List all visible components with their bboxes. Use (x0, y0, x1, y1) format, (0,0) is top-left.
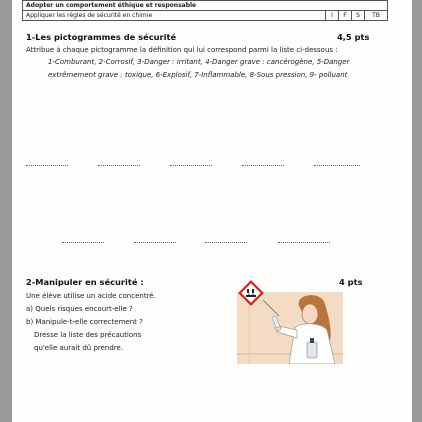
section1-title: 1-Les pictogrammes de sécurité (26, 32, 177, 42)
section2-line1: Une élève utilise un acide concentré. (26, 292, 156, 300)
rubric-row (23, 11, 388, 21)
answer-line[interactable] (242, 165, 284, 166)
answer-line[interactable] (205, 242, 247, 243)
section1-list-line2: extrêmement grave : toxique, 6-Explosif, 7-Inflammable, 8-Sous pression, 9- polluant (48, 71, 348, 79)
rubric-row (23, 1, 388, 11)
section2-title: 2-Manipuler en sécurité : (26, 277, 144, 287)
section1-list-line1: 1-Comburant, 2-Corrosif, 3-Danger : irritant, 4-Danger grave : cancérogène, 5-Danger (48, 58, 350, 66)
answer-line[interactable] (170, 165, 212, 166)
section1-instruction: Attribue à chaque pictogramme la définition qui lui correspond parmi la liste ci-dessous : (26, 46, 338, 54)
rubric-level-tb[interactable]: TB (365, 11, 388, 21)
section2-line5: qu'elle aurait dû prendre. (34, 344, 124, 352)
section2-line3: b) Manipule-t-elle correctement ? (26, 318, 143, 326)
section2-points: 4 pts (339, 277, 363, 287)
rubric-row-safety: Appliquer les règles de sécurité en chimie (23, 11, 326, 21)
corrosive-pictogram-icon (238, 280, 264, 306)
answer-line[interactable] (98, 165, 140, 166)
section2-line2: a) Quels risques encourt-elle ? (26, 305, 133, 313)
answer-line[interactable] (314, 165, 360, 166)
rubric-row-ethics: Adopter un comportement éthique et responsable (23, 1, 388, 11)
worksheet-page (12, 0, 412, 422)
skills-rubric-table (22, 0, 388, 21)
answer-line[interactable] (26, 165, 68, 166)
answer-line[interactable] (278, 242, 330, 243)
rubric-level-i[interactable]: I (326, 11, 339, 21)
section1-points: 4,5 pts (337, 32, 370, 42)
rubric-level-f[interactable]: F (339, 11, 352, 21)
rubric-level-s[interactable]: S (352, 11, 365, 21)
section2-line4: Dresse la liste des précautions (34, 331, 142, 339)
answer-line[interactable] (62, 242, 104, 243)
answer-line[interactable] (134, 242, 176, 243)
